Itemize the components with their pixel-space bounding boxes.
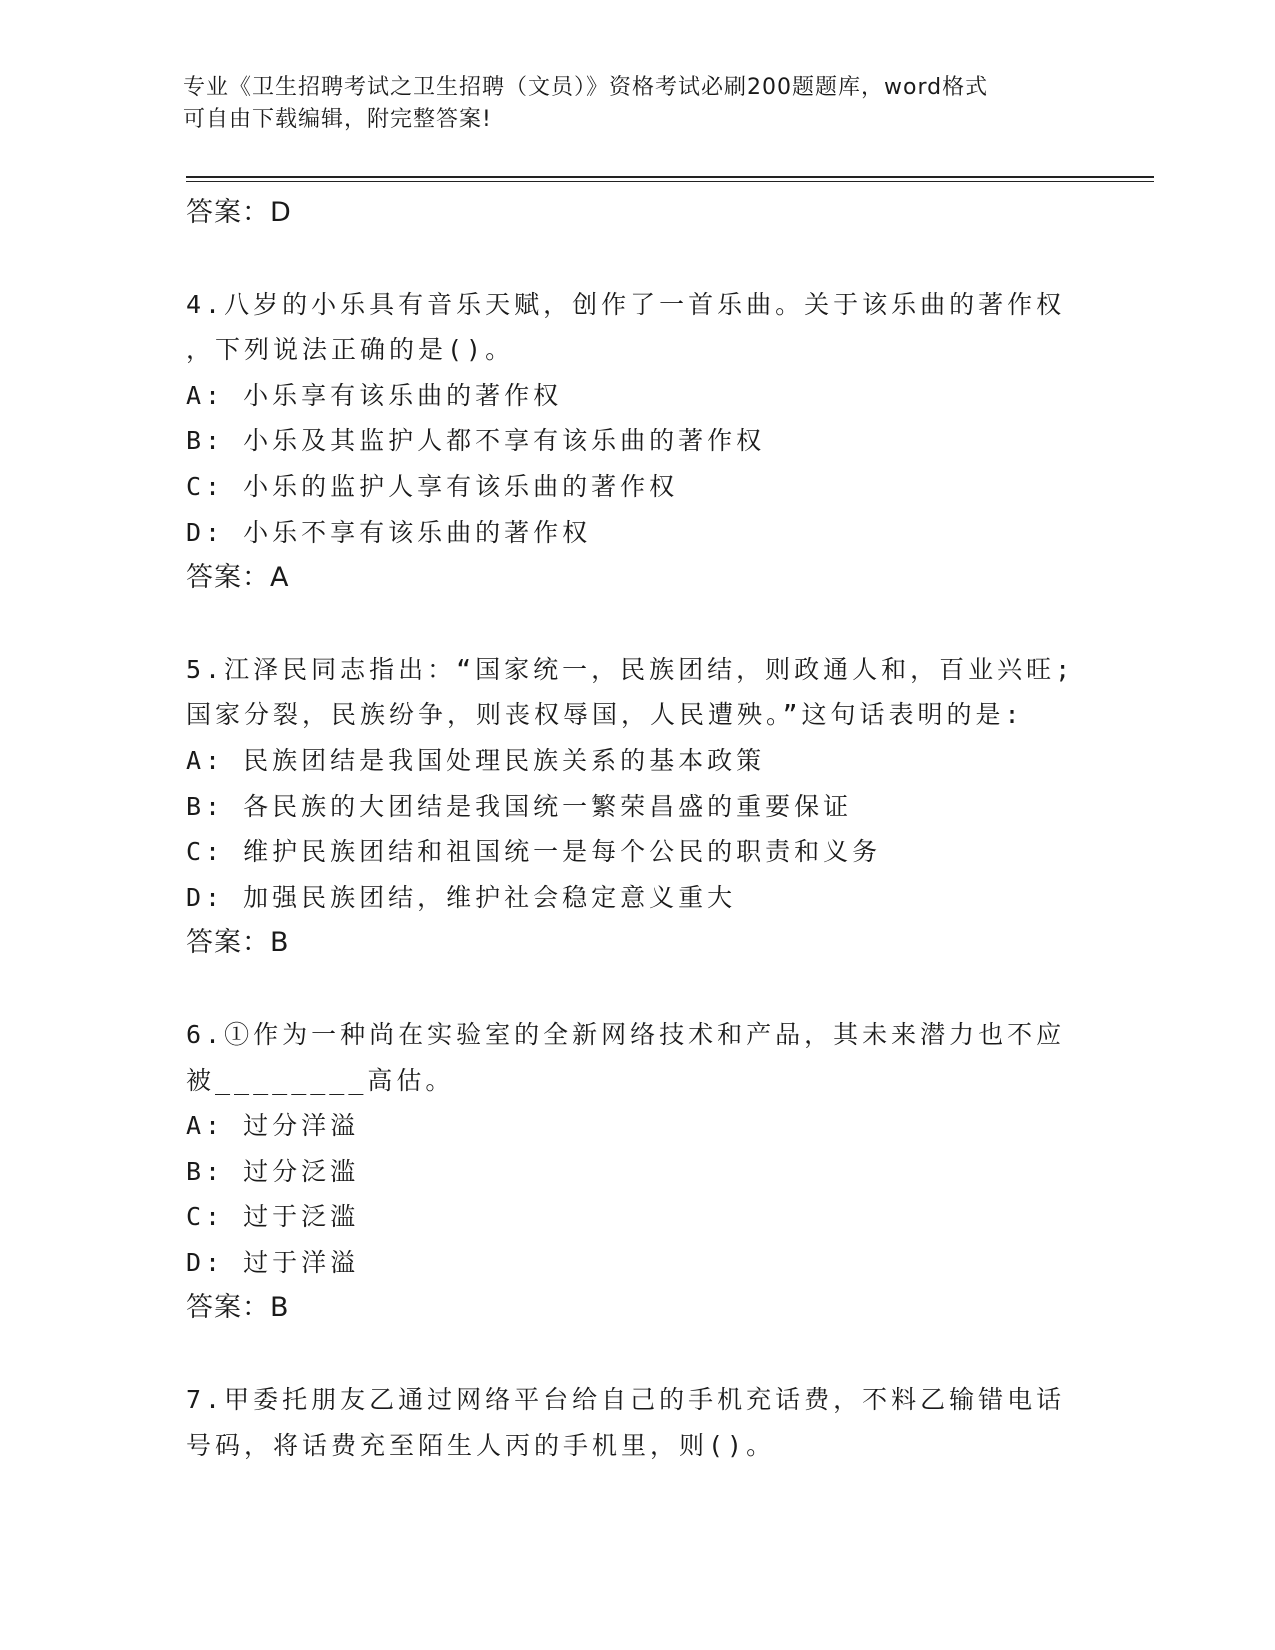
question-list (186, 190, 1086, 1468)
question-item (186, 1012, 1086, 1331)
option-a: A: 民族团结是我国处理民族关系的基本政策 (186, 745, 766, 775)
question-stem: ，下列说法正确的是()。 (186, 335, 515, 365)
option-a: A: 小乐享有该乐曲的著作权 (186, 380, 563, 410)
option-b: B: 各民族的大团结是我国统一繁荣昌盛的重要保证 (186, 791, 853, 821)
option-c: C: 维护民族团结和祖国统一是每个公民的职责和义务 (186, 837, 882, 867)
option-d: D: 加强民族团结，维护社会稳定意义重大 (186, 882, 737, 912)
spacer (186, 236, 1086, 282)
option-b: B: 小乐及其监护人都不享有该乐曲的著作权 (186, 426, 766, 456)
spacer (186, 966, 1086, 1012)
question-item (186, 647, 1086, 966)
answer-line: 答案：B (186, 927, 290, 959)
question-stem: 号码，将话费充至陌生人丙的手机里，则()。 (186, 1430, 776, 1460)
answer-line: 答案：D (186, 197, 292, 228)
option-a: A: 过分洋溢 (186, 1111, 360, 1141)
header-line-2: 可自由下载编辑，附完整答案! (183, 107, 492, 132)
answer-line: 答案：B (186, 1292, 290, 1324)
question-stem: 被________高估。 (186, 1065, 455, 1095)
option-c: C: 过于泛滥 (186, 1202, 360, 1232)
option-c: C: 小乐的监护人享有该乐曲的著作权 (186, 471, 679, 501)
answer-line: 答案：A (186, 562, 290, 594)
option-d: D: 过于洋溢 (186, 1247, 360, 1277)
question-stem: 5.江泽民同志指出：“国家统一，民族团结，则政通人和，百业兴旺; (186, 654, 1075, 684)
header-line-1: 专业《卫生招聘考试之卫生招聘（文员）》资格考试必刷200题题库，word格式 (183, 75, 989, 100)
question-stem: 6.①作为一种尚在实验室的全新网络技术和产品，其未来潜力也不应 (186, 1019, 1066, 1049)
question-item (186, 1377, 1086, 1468)
question-stem: 4.八岁的小乐具有音乐天赋，创作了一首乐曲。关于该乐曲的著作权 (186, 289, 1066, 319)
question-item (186, 282, 1086, 601)
document-header (183, 72, 1083, 136)
question-stem: 国家分裂，民族纷争，则丧权辱国，人民遭殃。”这句话表明的是: (186, 700, 1024, 730)
header-divider-thin (186, 181, 1154, 182)
spacer (186, 1331, 1086, 1377)
spacer (186, 601, 1086, 647)
question-stem: 7.甲委托朋友乙通过网络平台给自己的手机充话费，不料乙输错电话 (186, 1385, 1066, 1415)
option-b: B: 过分泛滥 (186, 1156, 360, 1186)
header-divider-thick (186, 176, 1154, 178)
option-d: D: 小乐不享有该乐曲的著作权 (186, 517, 592, 547)
